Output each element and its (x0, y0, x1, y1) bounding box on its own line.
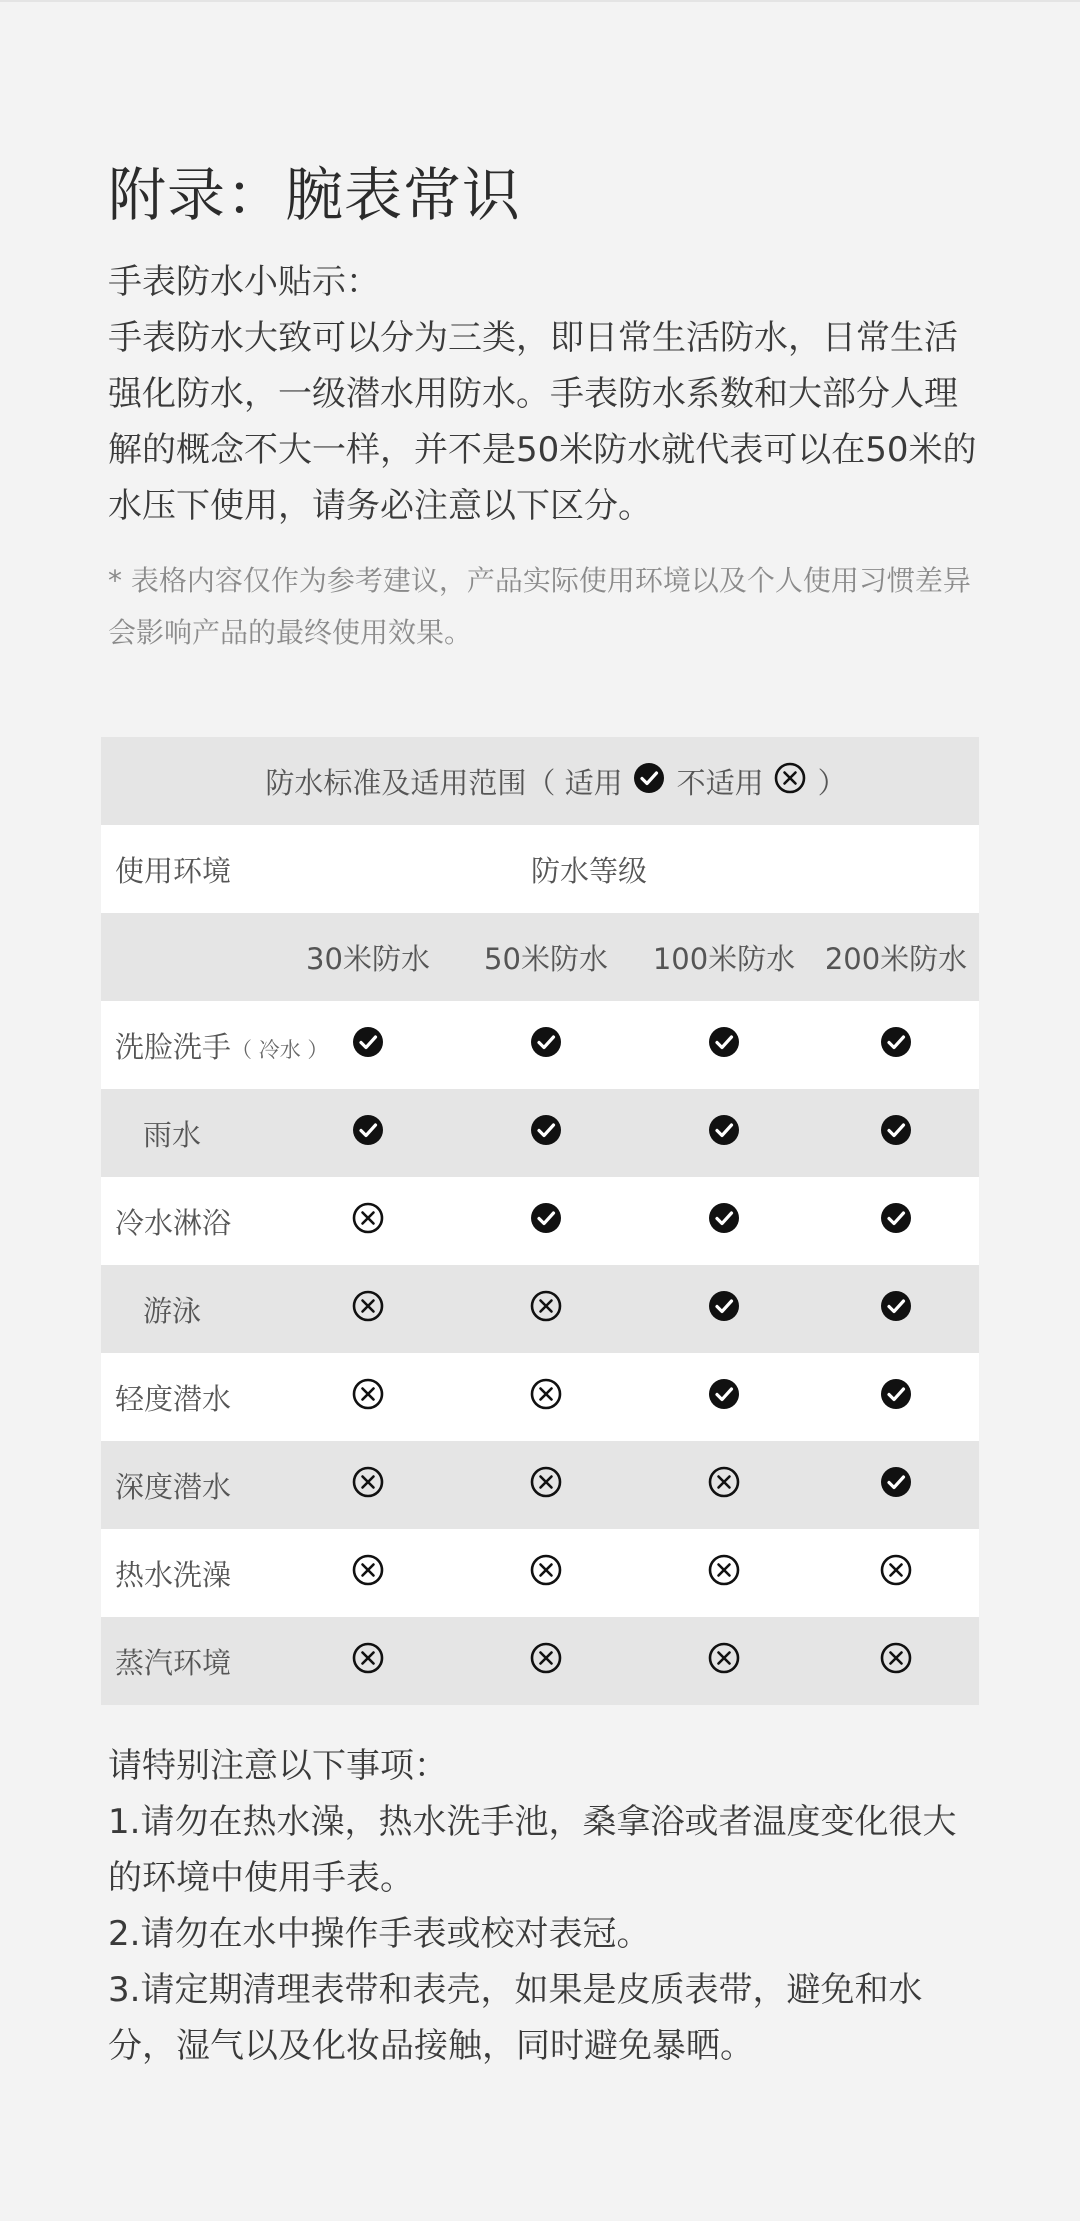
cross-circle-icon (708, 1554, 740, 1593)
table-title-unsuitable: 不适用 (676, 765, 764, 800)
table-row (101, 1001, 979, 1089)
row-label (101, 1641, 279, 1682)
row-label (101, 1465, 279, 1506)
value-cell (635, 1114, 813, 1153)
value-cell (279, 1290, 457, 1329)
value-cell (279, 1554, 457, 1593)
value-cell (813, 1026, 979, 1065)
grade-columns (279, 937, 979, 978)
row-label (101, 1289, 279, 1330)
row-label-text: 洗脸洗手 (115, 1029, 232, 1064)
cross-circle-icon (880, 1554, 912, 1593)
cross-circle-icon (352, 1290, 384, 1329)
table-disclaimer: * 表格内容仅作为参考建议，产品实际使用环境以及个人使用习惯差异会影响产品的最终使用效果。 (108, 564, 971, 649)
value-cell (635, 1202, 813, 1241)
check-circle-icon (708, 1378, 740, 1417)
check-circle-icon (880, 1026, 912, 1065)
table-title-row (101, 737, 979, 825)
waterproof-tips (108, 254, 988, 534)
row-label (101, 1377, 279, 1418)
cross-circle-icon (530, 1466, 562, 1505)
row-values (279, 1202, 979, 1241)
value-cell (279, 1026, 457, 1065)
row-label (101, 1553, 279, 1594)
grade-header: 50米防水 (484, 941, 608, 976)
grade-header: 30米防水 (306, 941, 430, 976)
row-label (101, 1201, 279, 1242)
value-cell (635, 1554, 813, 1593)
row-label-text: 冷水淋浴 (115, 1205, 232, 1240)
cross-circle-icon (708, 1642, 740, 1681)
value-cell (457, 1466, 635, 1505)
env-label: 使用环境 (115, 853, 232, 888)
table-row (101, 1353, 979, 1441)
row-label-text: 深度潜水 (115, 1469, 232, 1504)
row-label-text: 蒸汽环境 (115, 1645, 232, 1680)
value-cell (457, 1290, 635, 1329)
page-title: 附录：腕表常识 (108, 161, 522, 229)
value-cell (813, 1290, 979, 1329)
check-circle-icon (708, 1026, 740, 1065)
value-cell (457, 1026, 635, 1065)
table-row (101, 1441, 979, 1529)
cross-circle-icon (352, 1466, 384, 1505)
table-row (101, 1617, 979, 1705)
cross-circle-icon (530, 1378, 562, 1417)
cross-circle-icon (774, 762, 806, 801)
tips-heading: 手表防水小贴示： (108, 262, 380, 302)
value-cell (635, 1026, 813, 1065)
table-title-prefix: 防水标准及适用范围（ 适用 (265, 765, 623, 800)
value-cell (635, 1378, 813, 1417)
value-cell (813, 1378, 979, 1417)
value-cell (813, 1202, 979, 1241)
note-item: 2.请勿在水中操作手表或校对表冠。 (108, 1914, 651, 1954)
value-cell (457, 1114, 635, 1153)
value-cell (813, 1114, 979, 1153)
check-circle-icon (880, 1378, 912, 1417)
row-values (279, 1378, 979, 1417)
cross-circle-icon (530, 1642, 562, 1681)
value-cell (457, 1642, 635, 1681)
top-divider (0, 0, 1080, 2)
value-cell (813, 1466, 979, 1505)
check-circle-icon (352, 1114, 384, 1153)
table-title-suffix: ） (817, 765, 847, 800)
row-label-note: （ 冷水 ） (231, 1037, 329, 1062)
check-circle-icon (530, 1026, 562, 1065)
cross-circle-icon (530, 1290, 562, 1329)
grade-header: 200米防水 (824, 941, 968, 976)
value-cell (279, 1642, 457, 1681)
row-values (279, 1290, 979, 1329)
notes-heading: 请特别注意以下事项： (108, 1746, 448, 1786)
waterproof-table (101, 737, 979, 1705)
cross-circle-icon (530, 1554, 562, 1593)
value-cell (457, 1378, 635, 1417)
table-row (101, 1265, 979, 1353)
check-circle-icon (708, 1114, 740, 1153)
value-cell (279, 1378, 457, 1417)
check-circle-icon (530, 1202, 562, 1241)
table-row (101, 1529, 979, 1617)
cross-circle-icon (352, 1202, 384, 1241)
attention-notes (108, 1738, 988, 2074)
row-label-text: 轻度潜水 (115, 1381, 232, 1416)
row-values (279, 1114, 979, 1153)
table-env-row (101, 825, 979, 913)
row-label (101, 1113, 279, 1154)
check-circle-icon (352, 1026, 384, 1065)
check-circle-icon (880, 1114, 912, 1153)
row-label (101, 1025, 329, 1066)
row-label-text: 游泳 (143, 1293, 202, 1328)
grade-header: 100米防水 (652, 941, 796, 976)
grade-label: 防水等级 (530, 853, 647, 888)
value-cell (457, 1554, 635, 1593)
row-label-text: 雨水 (143, 1117, 202, 1152)
row-values (279, 1554, 979, 1593)
row-values (279, 1642, 979, 1681)
row-label-text: 热水洗澡 (115, 1557, 232, 1592)
value-cell (813, 1642, 979, 1681)
check-circle-icon (880, 1290, 912, 1329)
note-item: 1.请勿在热水澡，热水洗手池，桑拿浴或者温度变化很大的环境中使用手表。 (108, 1802, 957, 1898)
check-circle-icon (880, 1466, 912, 1505)
value-cell (813, 1554, 979, 1593)
cross-circle-icon (708, 1466, 740, 1505)
value-cell (635, 1642, 813, 1681)
table-body (101, 1001, 979, 1705)
table-row (101, 1177, 979, 1265)
value-cell (279, 1202, 457, 1241)
cross-circle-icon (880, 1642, 912, 1681)
cross-circle-icon (352, 1554, 384, 1593)
value-cell (279, 1466, 457, 1505)
check-circle-icon (530, 1114, 562, 1153)
row-values (279, 1466, 979, 1505)
value-cell (457, 1202, 635, 1241)
value-cell (635, 1290, 813, 1329)
check-circle-icon (880, 1202, 912, 1241)
table-grades-row (101, 913, 979, 1001)
note-item: 3.请定期清理表带和表壳，如果是皮质表带，避免和水分，湿气以及化妆品接触，同时避免暴晒。 (108, 1970, 923, 2066)
cross-circle-icon (352, 1378, 384, 1417)
row-values (279, 1026, 979, 1065)
value-cell (635, 1466, 813, 1505)
check-circle-icon (708, 1290, 740, 1329)
tips-body: 手表防水大致可以分为三类，即日常生活防水，日常生活强化防水，一级潜水用防水。手表防水系数和大部分人理解的概念不大一样，并不是50米防水就代表可以在50米的水压下使用，请务必注意以下区分。 (108, 318, 977, 526)
cross-circle-icon (352, 1642, 384, 1681)
table-row (101, 1089, 979, 1177)
check-circle-icon (708, 1202, 740, 1241)
check-circle-icon (633, 762, 665, 801)
value-cell (279, 1114, 457, 1153)
